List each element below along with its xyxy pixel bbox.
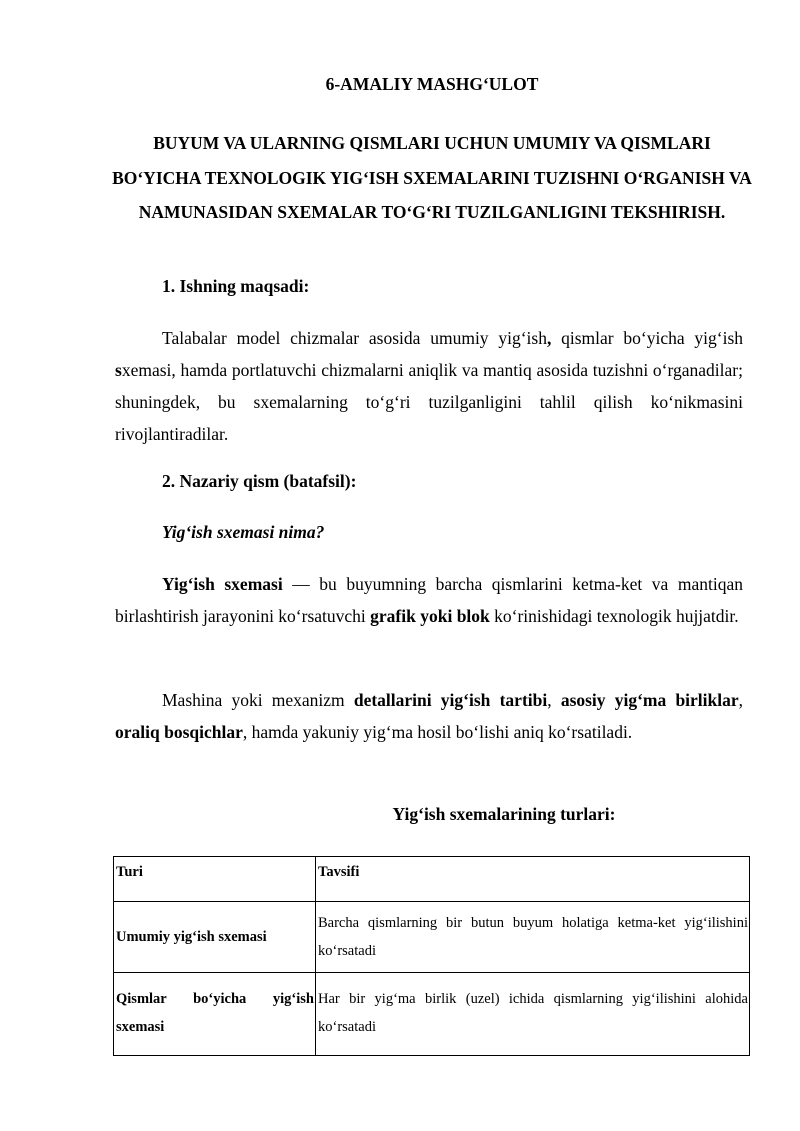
subheading-question: Yig‘ish sxemasi nima? [162,522,325,542]
details-text-1: Mashina yoki mexanizm [162,690,354,710]
main-title: BUYUM VA ULARNING QISMLARI UCHUN UMUMIY VA QISMLARI BO‘YICHA TEXNOLOGIK YIG‘ISH SXEMALARINI TUZISHNI O‘RGANISH VA NAMUNASIDAN SXEMALAR TO‘G‘RI TUZILGANLIGINI TEKSHIRISH. [112,133,752,222]
table-row [114,973,750,1056]
details-bold-3: oraliq bosqichlar [115,722,243,742]
section-heading-goal: 1. Ishning maqsadi: [162,276,310,296]
table-cell: Barcha qismlarning bir butun buyum holatiga ketma-ket yig‘ilishini ko‘rsatadi [316,902,750,973]
definition-text-2: ko‘rinishidagi texnologik hujjatdir. [489,606,739,626]
practice-title: 6-AMALIY MASHG‘ULOT [325,74,539,94]
table-row [114,902,750,973]
definition-term: Yig‘ish sxemasi [162,574,283,594]
schemes-table [113,856,750,1056]
table-cell: Har bir yig‘ma birlik (uzel) ichida qismlarning yig‘ilishini alohida ko‘rsatadi [316,973,750,1056]
table-header-cell: Tavsifi [316,857,750,902]
details-bold-2: asosiy yig‘ma birliklar [560,690,739,710]
goal-text-b: qismlar bo‘yicha yig‘ish [551,328,744,348]
details-text-2: , [547,690,561,710]
table-caption [104,804,800,825]
goal-paragraph [115,322,743,450]
definition-bold-2: grafik yoki blok [370,606,490,626]
table-header-cell: Turi [114,857,316,902]
goal-text-a: Talabalar model chizmalar asosida umumiy yig‘ish [162,328,547,348]
section-heading-theory: 2. Nazariy qism (batafsil): [162,471,357,491]
goal-text-s: s [115,360,122,380]
table-header-row [114,857,750,902]
definition-paragraph [115,568,743,632]
goal-text-comma: , [546,328,552,348]
table-cell: Qismlar bo‘yicha yig‘ish sxemasi [114,973,316,1056]
definition-text-1: — bu buyumning barcha qismlarini ketma-ket va mantiqan birlashtirish jarayonini ko‘rsatuvchi [115,574,743,626]
goal-text-c: xemasi, hamda portlatuvchi chizmalarni aniqlik va mantiq asosida tuzishni o‘rganadilar; shuningdek, bu sxemalarning to‘g‘ri tuzilganligini tahlil qilish ko‘nikmasini rivojlantiradilar. [115,360,743,444]
details-bold-1: detallarini yig‘ish tartibi [353,690,548,710]
details-text-3: , [738,690,744,710]
details-text-4: , hamda yakuniy yig‘ma hosil bo‘lishi aniq ko‘rsatiladi. [242,722,633,742]
table-cell: Umumiy yig‘ish sxemasi [114,902,316,973]
details-paragraph [115,684,743,748]
table-caption-text: Yig‘ish sxemalarining turlari: [392,804,616,824]
